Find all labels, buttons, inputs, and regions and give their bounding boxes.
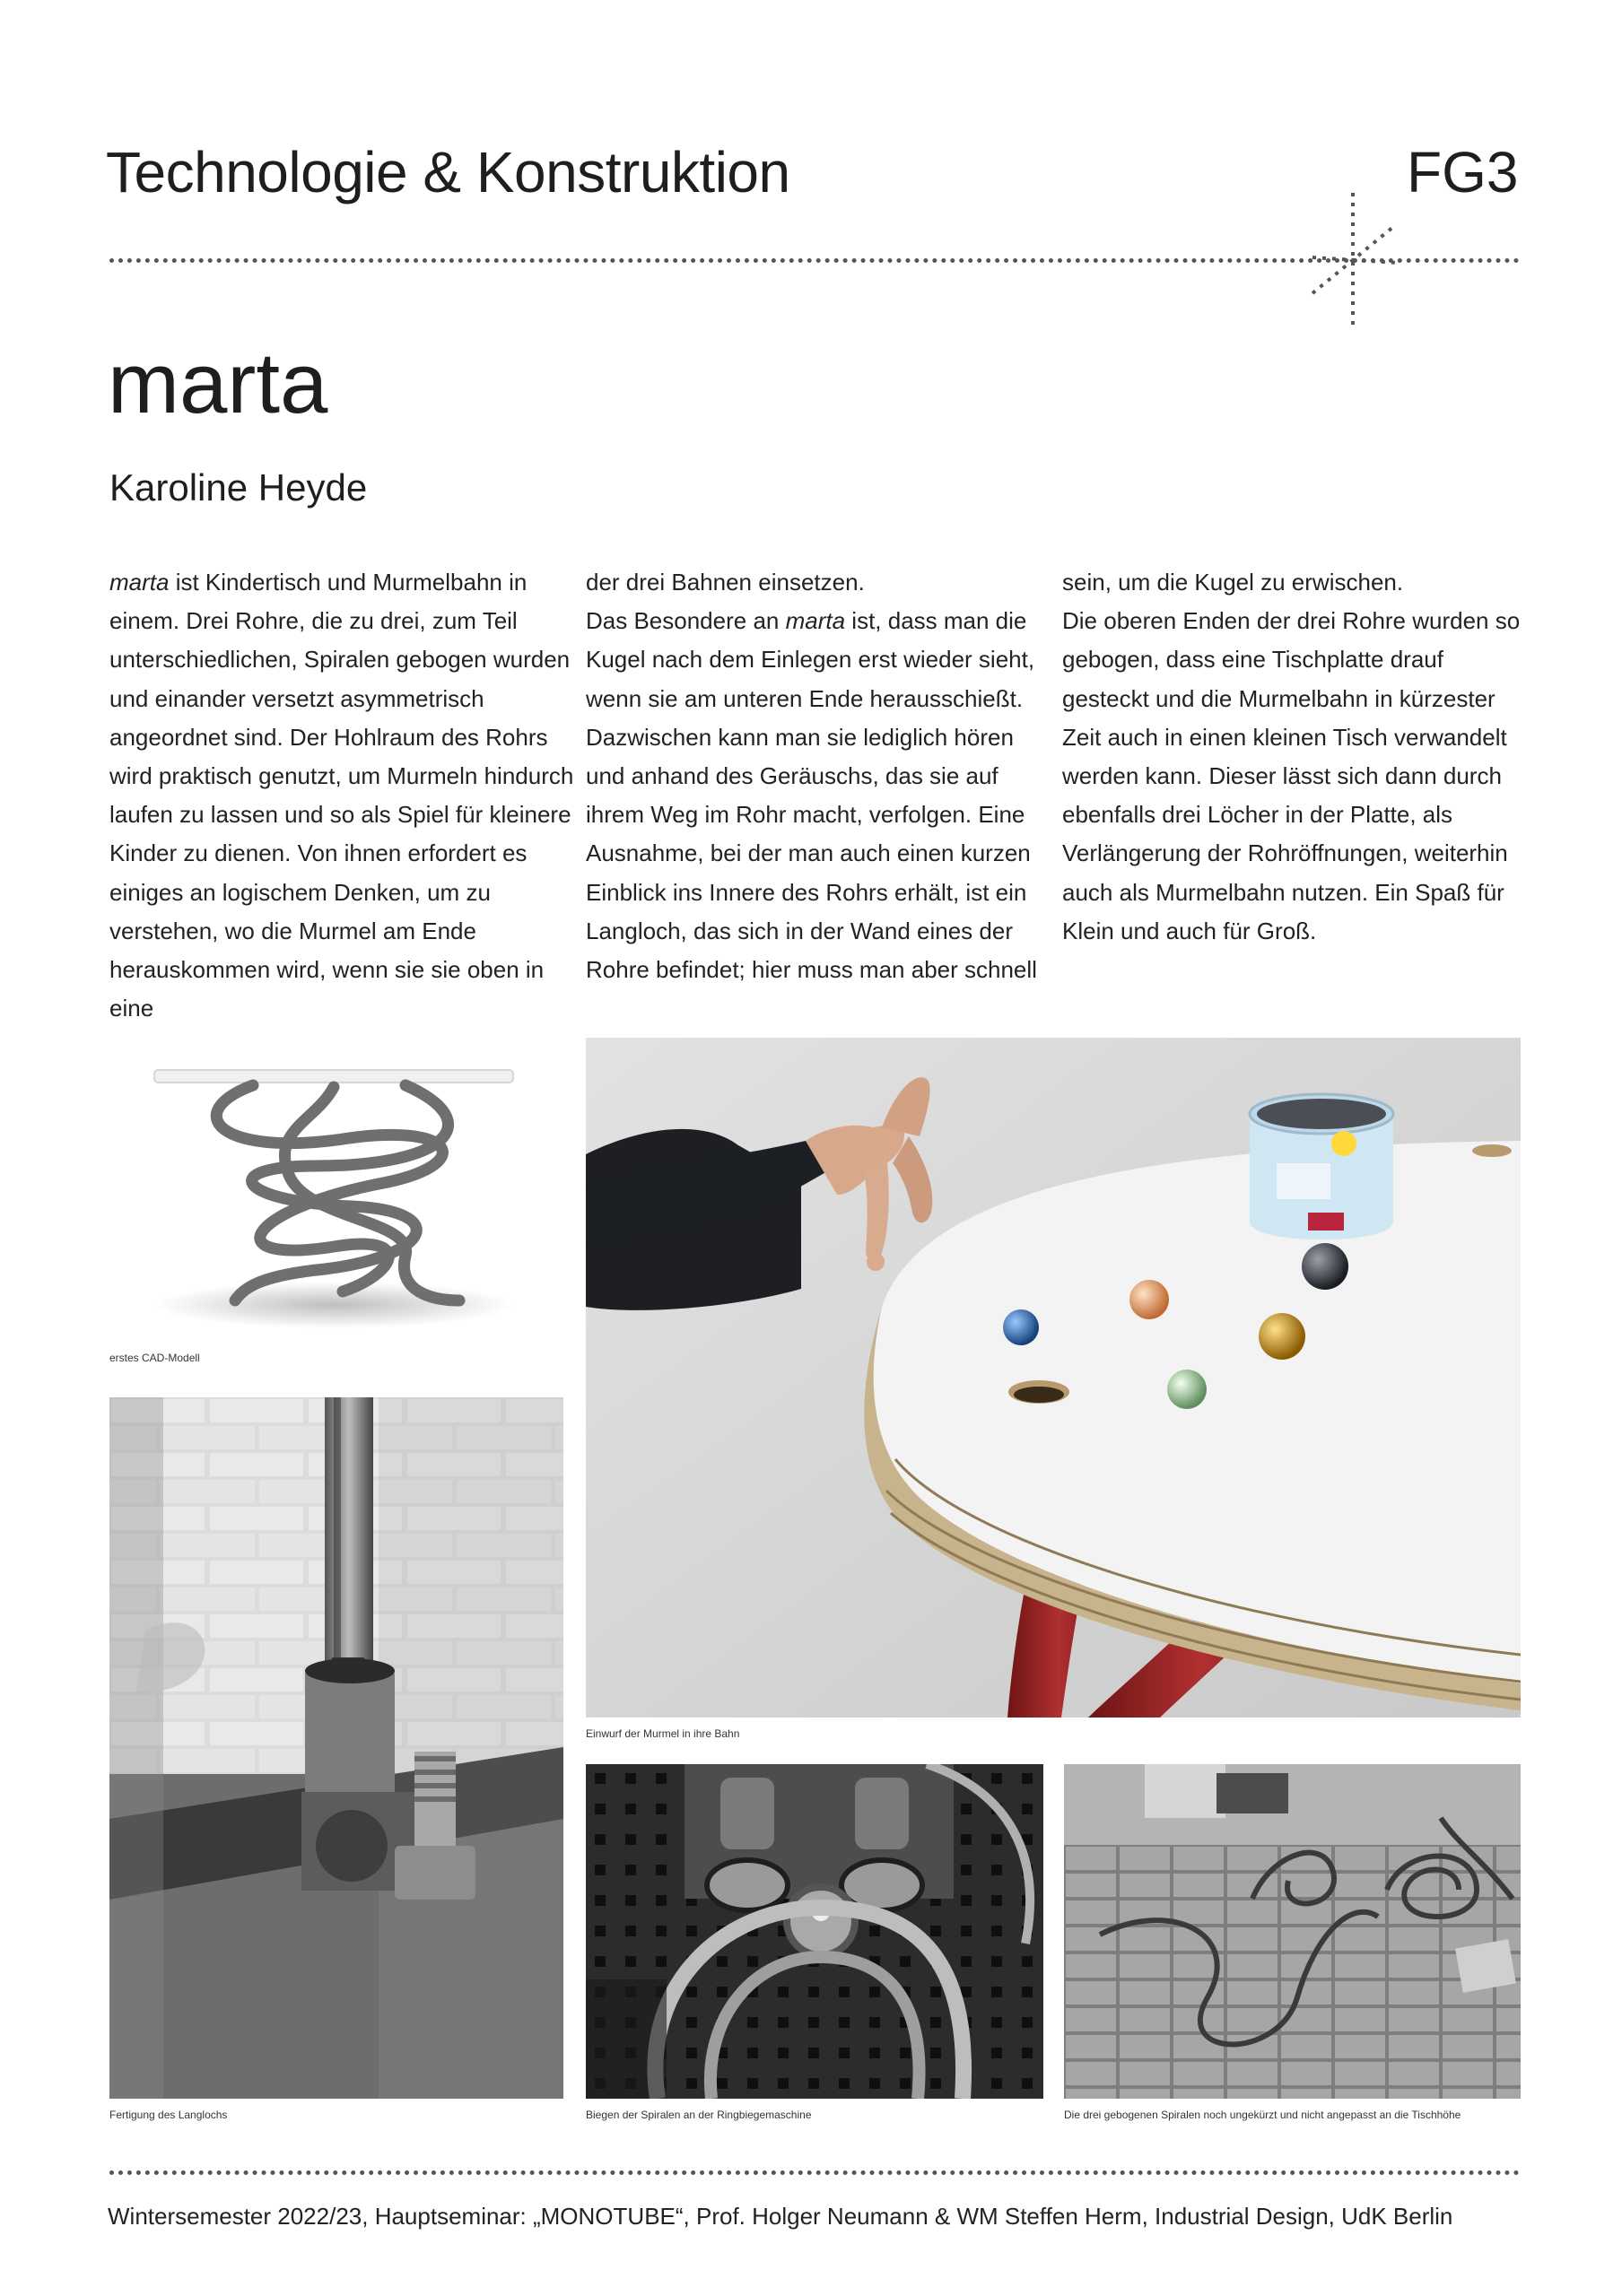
- project-name-italic: marta: [109, 569, 170, 596]
- paragraph-text: Die oberen Enden der drei Rohre wurden so gebogen, dass eine Tischplatte drauf gesteckt und die Murmelbahn in kürzester Zeit auch in einen kleinen Tisch verwandelt werden kann. Dieser lässt sich dann durch ebenfalls drei Löcher in der Platte, als Verlängerung der Rohröffnungen, weiterhin auch als Murmelbahn nutzen. Ein Spaß für Klein und auch für Groß.: [1062, 607, 1521, 944]
- paragraph-text: sein, um die Kugel zu erwischen.: [1062, 569, 1404, 596]
- footer-divider: [109, 2170, 1520, 2175]
- paragraph-text: der drei Bahnen einsetzen.: [586, 569, 865, 596]
- text-column-1: [109, 563, 576, 1028]
- caption-spirals: Die drei gebogenen Spiralen noch ungekürzt und nicht angepasst an die Tischhöhe: [1064, 2109, 1461, 2121]
- spirals-photo: [1064, 1764, 1521, 2099]
- paragraph-text: ist Kindertisch und Murmelbahn in einem. Drei Rohre, die zu drei, zum Teil unterschiedlichen, Spiralen gebogen wurden und einander versetzt asymmetrisch angeordnet sind. Der Hohlraum des Rohrs wird praktisch genutzt, um Murmeln hindurch laufen zu lassen und so als Spiel für kleinere Kinder zu dienen. Von ihnen erfordert es einiges an logischem Denken, um zu verstehen, wo die Murmel am Ende herauskommen wird, wenn sie sie oben in eine: [109, 569, 574, 1022]
- cad-model-image: [109, 1031, 563, 1341]
- footer-credits: Wintersemester 2022/23, Hauptseminar: „MONOTUBE“, Prof. Holger Neumann & WM Steffen Herm, Industrial Design, UdK Berlin: [108, 2203, 1453, 2230]
- project-title: marta: [108, 335, 328, 431]
- slot-photo: [109, 1397, 563, 2099]
- caption-slot: Fertigung des Langlochs: [109, 2109, 228, 2121]
- text-column-3: [1062, 563, 1529, 951]
- bending-machine-photo: [586, 1764, 1043, 2099]
- star-crosshair-icon: [1299, 193, 1407, 327]
- caption-main: Einwurf der Murmel in ihre Bahn: [586, 1727, 740, 1740]
- caption-bending: Biegen der Spiralen an der Ringbiegemaschine: [586, 2109, 812, 2121]
- paragraph-text: ist, dass man die Kugel nach dem Einlegen erst wieder sieht, wenn sie am unteren Ende herausschießt. Dazwischen kann man sie lediglich hören und anhand des Geräuschs, das sie auf ihrem Weg im Rohr macht, verfolgen. Eine Ausnahme, bei der man auch einen kurzen Einblick ins Innere des Rohrs erhält, ist ein Langloch, das sich in der Wand eines der Rohre befindet; hier muss man aber schnell: [586, 607, 1037, 984]
- paragraph-text: Das Besondere an: [586, 607, 786, 635]
- section-code: FG3: [1407, 140, 1519, 204]
- author-name: Karoline Heyde: [109, 466, 368, 509]
- project-name-italic: marta: [785, 607, 846, 635]
- section-title: Technologie & Konstruktion: [106, 140, 790, 204]
- caption-cad: erstes CAD-Modell: [109, 1352, 200, 1364]
- text-column-2: [586, 563, 1052, 989]
- main-table-photo: [586, 1038, 1521, 1718]
